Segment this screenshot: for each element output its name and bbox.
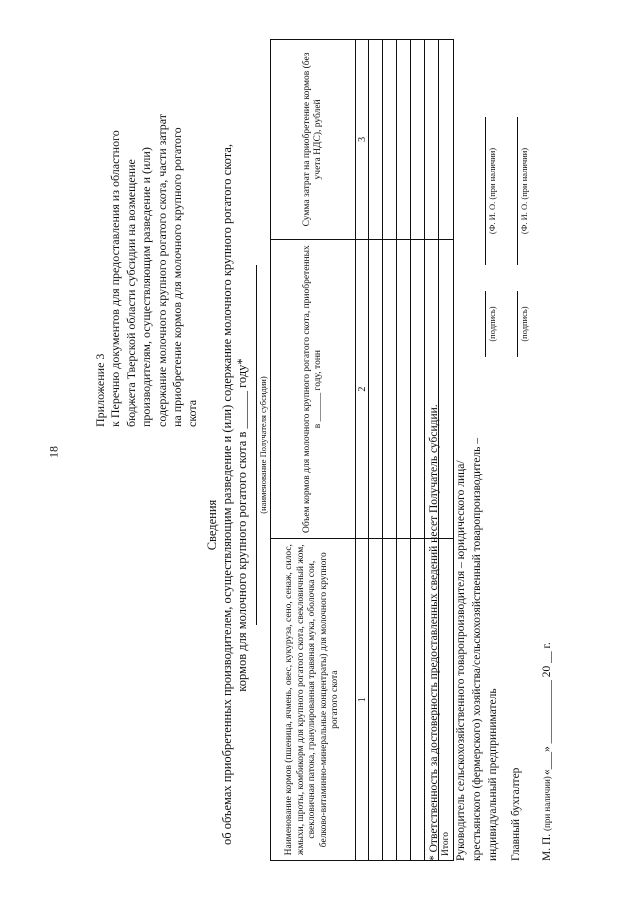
title-year-line: кормов для молочного крупного рогатого скота в ______ году* xyxy=(235,358,249,692)
head-signature-line[interactable] xyxy=(485,291,486,357)
head-name-caption: (Ф. И. О. (при наличии) xyxy=(487,147,497,235)
table-cell[interactable] xyxy=(397,40,411,240)
accountant-signature-caption: (подпись) xyxy=(519,306,529,342)
table-header-row xyxy=(271,40,356,861)
table-cell[interactable] xyxy=(411,539,425,861)
head-name-line[interactable] xyxy=(485,117,486,265)
head-title-line: крестьянского (фермерского) хозяйства/сельскохозяйственный товаропроизводитель – xyxy=(471,437,483,861)
table-cell[interactable] xyxy=(411,239,425,539)
head-signature-block xyxy=(453,438,501,861)
header-cost: Сумма затрат на приобретение кормов (без учета НДС), рублей xyxy=(271,40,356,240)
header-volume: Объем кормов для молочного крупного рогатого скота, приобретенных в ______ году, тонн xyxy=(271,239,356,539)
appendix-line: производителям, осуществляющим разведение и (или) xyxy=(139,147,154,427)
table-cell[interactable] xyxy=(369,539,383,861)
document-title xyxy=(205,143,250,845)
table-cell[interactable] xyxy=(369,40,383,240)
page-number: 18 xyxy=(46,446,61,458)
table-cell[interactable] xyxy=(397,539,411,861)
head-title-line: индивидуальный предприниматель xyxy=(487,688,499,861)
table-cell[interactable] xyxy=(397,239,411,539)
recipient-caption: (наименование Получателя субсидии) xyxy=(258,376,268,514)
table-cell[interactable] xyxy=(369,239,383,539)
stamp-note: (при наличии) xyxy=(542,776,552,831)
head-signature-caption: (подпись) xyxy=(487,306,497,342)
title-heading: Сведения xyxy=(205,499,219,551)
stamp-placeholder xyxy=(541,776,553,861)
accountant-label: Главный бухгалтер xyxy=(510,767,522,861)
date-line: «___» ___________ 20 __ г. xyxy=(541,642,553,775)
appendix-line: к Перечню документов для предоставления из областного xyxy=(108,130,123,427)
table-row xyxy=(411,40,425,861)
column-number: 1 xyxy=(356,539,369,861)
table-row xyxy=(397,40,411,861)
appendix-line: на приобретение кормов для молочного крупного рогатого xyxy=(170,127,185,427)
appendix-line: Приложение 3 xyxy=(93,353,107,427)
header-feed-name: Наименование кормов (пшеница, ячмень, овес, кукуруза, сено, сенаж, силос, жмыхи, шроты, комбикорм для крупного рогатого скота, свекловичный жом, свекловичная патока, гранулированная травяная мука, оболочка сои, белково-витаминно-минеральные концентраты) для молочного крупного рогатого скота xyxy=(271,539,356,861)
total-volume-cell[interactable] xyxy=(439,239,454,539)
stamp-label: М. П. xyxy=(541,833,553,861)
table-cell[interactable] xyxy=(383,239,397,539)
appendix-header xyxy=(93,22,201,427)
feed-table xyxy=(270,39,454,861)
accountant-signature-line[interactable] xyxy=(517,291,518,357)
table-row xyxy=(369,40,383,861)
title-subheading: об объемах приобретенных производителем, осуществляющим разведение и (или) содержание молочного крупного рогатого скота, xyxy=(220,143,234,845)
accountant-name-line[interactable] xyxy=(517,117,518,265)
column-number: 3 xyxy=(356,40,369,240)
total-row xyxy=(439,40,454,861)
accountant-name-caption: (Ф. И. О. (при наличии) xyxy=(519,147,529,235)
column-number-row xyxy=(356,40,369,861)
total-cost-cell[interactable] xyxy=(439,40,454,240)
table-cell[interactable] xyxy=(383,539,397,861)
footnote: * Ответственность за достоверность предоставленных сведений несет Получатель субсидии. xyxy=(428,404,440,861)
appendix-line: скота xyxy=(185,399,200,427)
total-label: Итого xyxy=(439,539,454,861)
appendix-line: бюджета Тверской области субсидии на возмещение xyxy=(123,159,138,427)
table-cell[interactable] xyxy=(383,40,397,240)
table-cell[interactable] xyxy=(425,40,439,240)
table-row xyxy=(383,40,397,861)
head-title-line: Руководитель сельскохозяйственного товаропроизводителя – юридического лица/ xyxy=(455,460,467,861)
recipient-name-line xyxy=(256,265,257,625)
column-number: 2 xyxy=(356,239,369,539)
table-cell[interactable] xyxy=(411,40,425,240)
appendix-line: содержание молочного крупного рогатого скота, части затрат xyxy=(154,113,169,427)
